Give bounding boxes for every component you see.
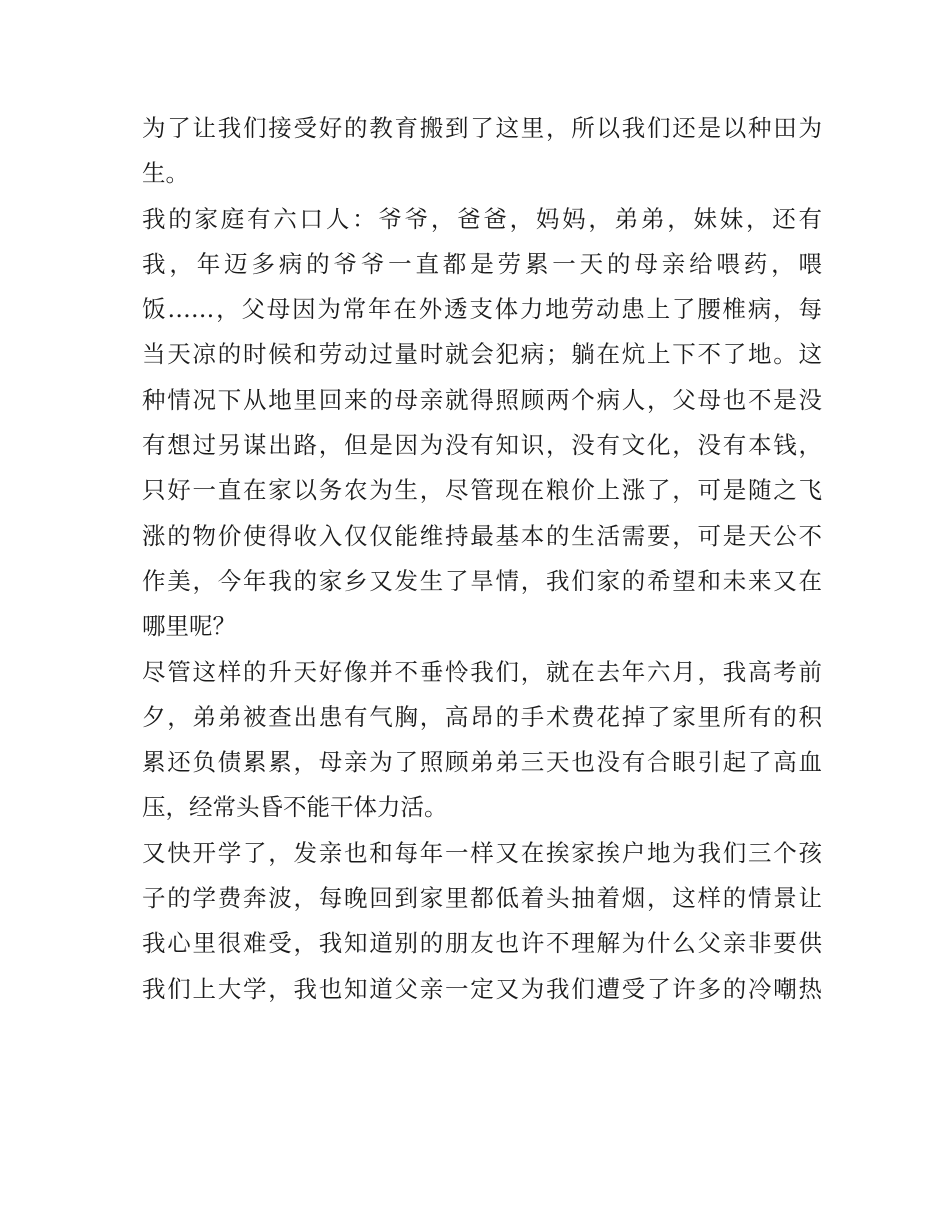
text-line: 累还负债累累，母亲为了照顾弟弟三天也没有合眼引起了高血 (142, 748, 822, 777)
body-text (142, 106, 822, 1012)
text-line: 种情况下从地里回来的母亲就得照顾两个病人，父母也不是没 (142, 385, 822, 414)
text-line: 我心里很难受，我知道别的朋友也许不理解为什么父亲非要供 (142, 929, 822, 958)
text-line: 涨的物价使得收入仅仅能维持最基本的生活需要，可是天公不 (142, 521, 822, 550)
text-line: 哪里呢？ (142, 612, 236, 641)
text-line: 夕，弟弟被查出患有气胸，高昂的手术费花掉了家里所有的积 (142, 702, 822, 731)
text-line: 有想过另谋出路，但是因为没有知识，没有文化，没有本钱， (142, 431, 822, 460)
text-line: 子的学费奔波，每晚回到家里都低着头抽着烟，这样的情景让 (142, 884, 822, 913)
text-line: 压，经常头昏不能干体力活。 (142, 793, 448, 822)
text-line: 我们上大学，我也知道父亲一定又为我们遭受了许多的冷嘲热 (142, 974, 822, 1003)
text-line: 为了让我们接受好的教育搬到了这里，所以我们还是以种田为 (142, 114, 822, 142)
text-line: 只好一直在家以务农为生，尽管现在粮价上涨了，可是随之飞 (142, 476, 822, 505)
text-line: 饭……，父母因为常年在外透支体力地劳动患上了腰椎病，每 (142, 295, 822, 324)
text-line: 我的家庭有六口人：爷爷，爸爸，妈妈，弟弟，妹妹，还有 (142, 204, 822, 233)
text-line: 当天凉的时候和劳动过量时就会犯病；躺在炕上下不了地。这 (142, 340, 822, 369)
text-line: 作美，今年我的家乡又发生了旱情，我们家的希望和未来又在 (142, 566, 822, 595)
text-line: 生。 (142, 159, 189, 188)
text-line: 又快开学了，发亲也和每年一样又在挨家挨户地为我们三个孩 (142, 838, 822, 867)
text-line: 我，年迈多病的爷爷一直都是劳累一天的母亲给喂药，喂 (142, 249, 822, 278)
text-line: 尽管这样的升天好像并不垂怜我们，就在去年六月，我高考前 (142, 657, 822, 686)
